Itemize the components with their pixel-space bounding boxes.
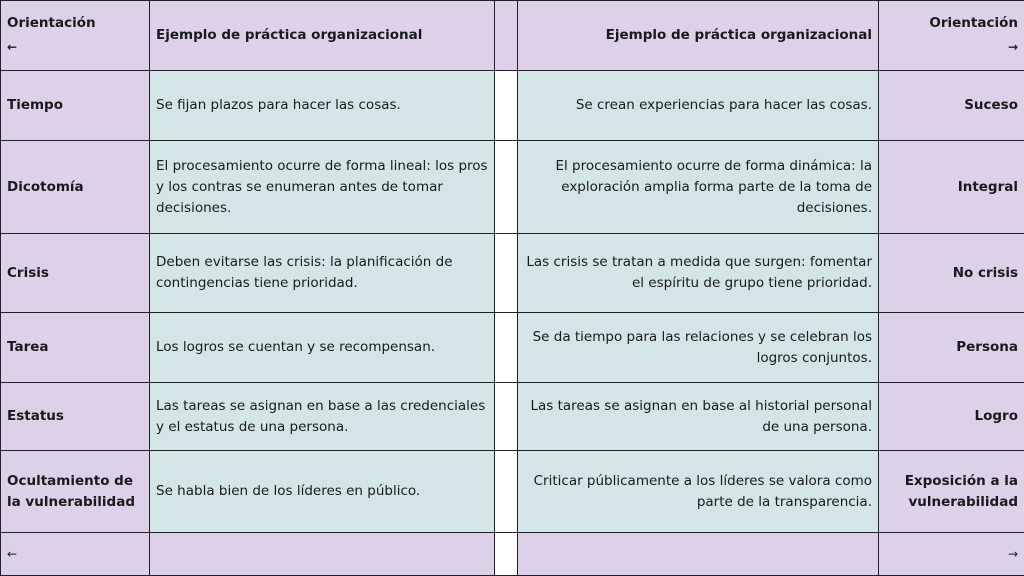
row-right-text: Las crisis se tratan a medida que surgen: fomentar el espíritu de grupo tiene prioridad. [518,234,879,313]
row-right-text: Se da tiempo para las relaciones y se celebran los logros conjuntos. [518,313,879,383]
table-row [1,141,1024,234]
right-arrow-icon: → [1007,40,1018,54]
gap-cell [495,1,518,71]
footer-row [1,533,1024,576]
row-left-text: Los logros se cuentan y se recompensan. [150,313,495,383]
table-row [1,451,1024,533]
gap-cell [495,313,518,383]
row-left-text: El procesamiento ocurre de forma lineal: los pros y los contras se enumeran antes de tomar decisiones. [150,141,495,234]
row-left-label: Crisis [1,234,150,313]
gap-cell [495,71,518,141]
gap-cell [495,383,518,451]
footer-left-cell [1,533,150,576]
header-right-orientation-label: Orientación [929,15,1018,31]
gap-cell [495,234,518,313]
table-row [1,383,1024,451]
row-left-label: Dicotomía [1,141,150,234]
row-left-label: Tiempo [1,71,150,141]
row-right-label: Suceso [879,71,1024,141]
row-left-label: Ocultamiento de la vulnerabilidad [1,451,150,533]
row-right-label: Exposición a la vulnerabilidad [879,451,1024,533]
left-arrow-icon: ← [7,40,18,54]
row-left-text: Las tareas se asignan en base a las credenciales y el estatus de una persona. [150,383,495,451]
footer-empty-cell [518,533,879,576]
gap-cell [495,533,518,576]
row-left-text: Se habla bien de los líderes en público. [150,451,495,533]
footer-right-cell [879,533,1024,576]
table-row [1,71,1024,141]
row-right-text: Criticar públicamente a los líderes se valora como parte de la transparencia. [518,451,879,533]
row-right-label: Logro [879,383,1024,451]
row-left-label: Estatus [1,383,150,451]
row-right-text: Se crean experiencias para hacer las cosas. [518,71,879,141]
row-right-label: Persona [879,313,1024,383]
header-right-orientation-cell [879,1,1024,71]
row-left-text: Deben evitarse las crisis: la planificación de contingencias tiene prioridad. [150,234,495,313]
table-row [1,234,1024,313]
right-arrow-icon: → [1007,546,1018,561]
left-arrow-icon: ← [7,546,18,561]
header-left-practice-label: Ejemplo de práctica organizacional [156,27,423,43]
header-row [1,1,1024,71]
footer-empty-cell [150,533,495,576]
header-right-practice-label: Ejemplo de práctica organizacional [605,27,872,43]
row-right-text: Las tareas se asignan en base al historial personal de una persona. [518,383,879,451]
gap-cell [495,141,518,234]
table-row [1,313,1024,383]
row-right-text: El procesamiento ocurre de forma dinámica: la exploración amplia forma parte de la toma de decisiones. [518,141,879,234]
header-left-orientation-label: Orientación [7,15,96,31]
header-left-practice-cell [150,1,495,71]
row-right-label: Integral [879,141,1024,234]
row-left-label: Tarea [1,313,150,383]
header-right-practice-cell [518,1,879,71]
row-right-label: No crisis [879,234,1024,313]
header-left-orientation-cell [1,1,150,71]
row-left-text: Se fijan plazos para hacer las cosas. [150,71,495,141]
gap-cell [495,451,518,533]
